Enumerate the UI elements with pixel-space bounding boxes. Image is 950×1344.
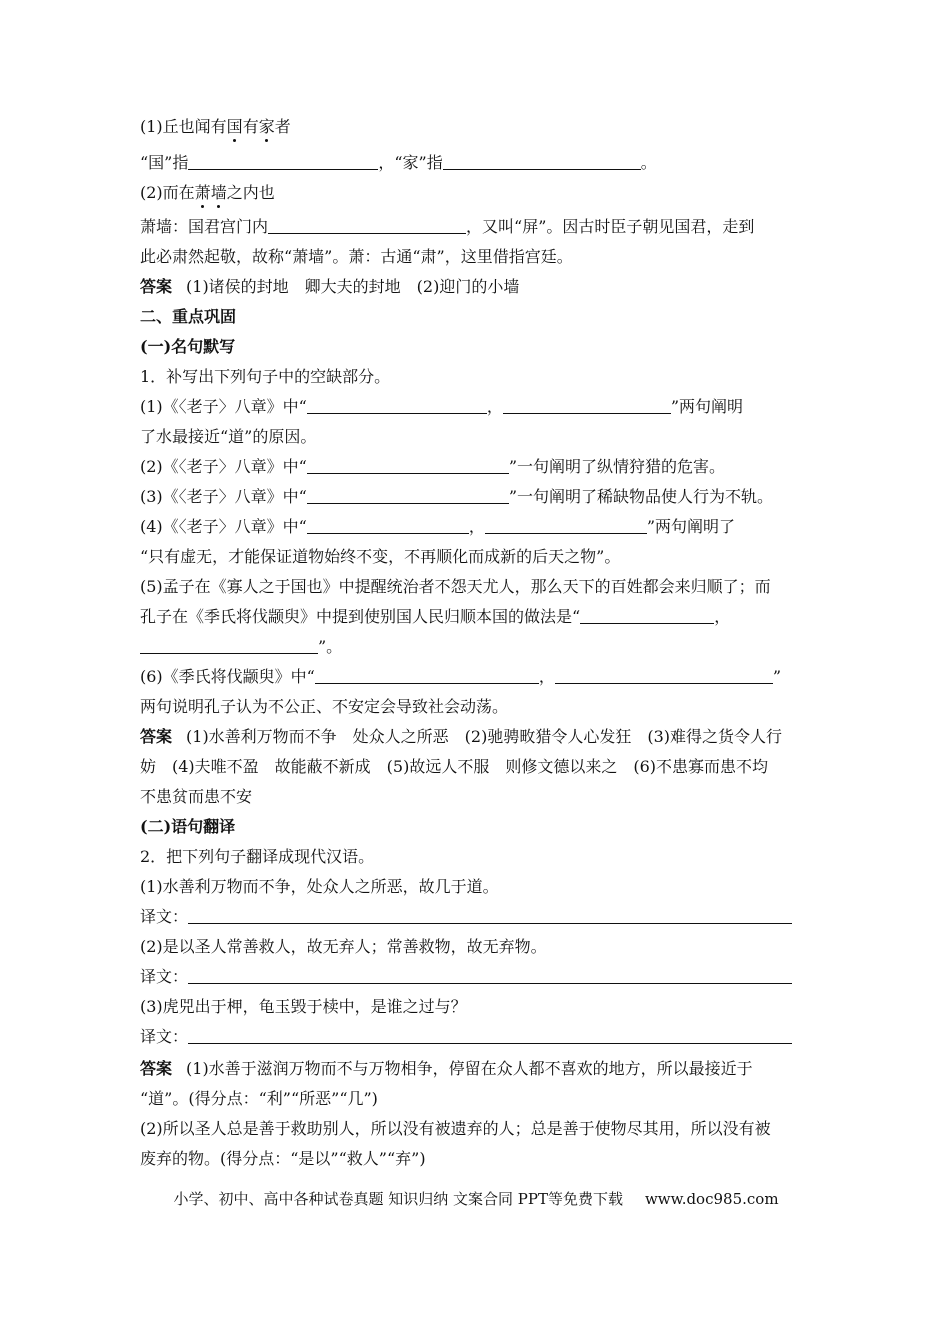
answer-blank[interactable] — [307, 457, 509, 474]
translate-line-1 — [140, 906, 812, 928]
q1-prompt-text: “国”指 — [140, 153, 189, 172]
q2-prompt-text: 萧墙：国君宫门内 — [140, 217, 269, 236]
item-text: ”两句阐明 — [670, 397, 744, 416]
item-text: ”一句阐明了纵情狩猎的危害。 — [508, 457, 726, 476]
translate-line-3 — [140, 1026, 812, 1048]
answer-3-line4: 废弃的物。(得分点：“是以”“救人”“弃”) — [140, 1149, 426, 1168]
task1-item-4 — [140, 516, 812, 538]
emphasis-char: 家 — [258, 117, 275, 136]
item-text: ”。 — [318, 637, 343, 656]
translate-label: 译文： — [140, 907, 189, 926]
q1-prompt-text: ，“家”指 — [378, 153, 443, 172]
translation-input[interactable] — [188, 907, 792, 924]
item-text: (1)《〈老子〉八章》中“ — [140, 397, 307, 416]
item-text: (6)《季氏将伐颛臾》中“ — [140, 667, 315, 686]
translate-label: 译文： — [140, 1027, 189, 1046]
item-text: (3)《〈老子〉八章》中“ — [140, 487, 307, 506]
footer-text: 小学、初中、高中各种试卷真题 知识归纳 文案合同 PPT等免费下载 — [173, 1190, 623, 1208]
q2-text: (2)而在 — [140, 183, 195, 202]
translate-line-2 — [140, 966, 812, 988]
answer-2-line2: 妨 (4)夫唯不盈 故能蔽不新成 (5)故远人不服 则修文德以来之 (6)不患寡而患不均 — [140, 757, 768, 776]
task1-item-5-line3 — [140, 636, 812, 658]
answer-blank[interactable] — [268, 217, 466, 234]
answer-blank[interactable] — [503, 397, 671, 414]
task1-item-1 — [140, 396, 812, 418]
item-text: ”一句阐明了稀缺物品使人行为不轨。 — [508, 487, 774, 506]
answer-label: 答案 — [140, 277, 173, 296]
answer-blank[interactable] — [443, 153, 641, 170]
task1-item-4-line2: “只有虚无，才能保证道物始终不变，不再顺化而成新的后天之物”。 — [140, 547, 621, 566]
task1-item-5-line2 — [140, 606, 812, 628]
answer-2-line3: 不患贫而患不安 — [140, 787, 253, 806]
answer-text: (1)诸侯的封地 卿大夫的封地 (2)迎门的小墙 — [186, 277, 520, 296]
subsection-title: (一)名句默写 — [140, 337, 236, 356]
answer-label: 答案 — [140, 727, 173, 746]
item-text: ” — [772, 667, 782, 686]
answer-2 — [140, 726, 812, 748]
answer-3 — [140, 1058, 812, 1080]
item-text: (2)《〈老子〉八章》中“ — [140, 457, 307, 476]
task1-item-1-line2: 了水最接近“道”的原因。 — [140, 427, 317, 446]
item-text: ， — [468, 517, 485, 536]
q2-prompt-line2: 此必肃然起敬，故称“萧墙”。萧：古通“肃”，这里借指宫廷。 — [140, 247, 573, 266]
answer-text: (1)水善于滋润万物而不与万物相争，停留在众人都不喜欢的地方，所以最接近于 — [186, 1059, 753, 1078]
task-title: 1．补写出下列句子中的空缺部分。 — [140, 367, 391, 386]
q1-text: 者 — [274, 117, 291, 136]
answer-blank[interactable] — [140, 637, 318, 654]
answer-text: (1)水善利万物而不争 处众人之所恶 (2)驰骋畋猎令人心发狂 (3)难得之货令人行 — [186, 727, 783, 746]
item-text: ， — [486, 397, 503, 416]
emphasis-char: 国 — [226, 117, 243, 136]
answer-blank[interactable] — [307, 397, 487, 414]
answer-blank[interactable] — [315, 667, 539, 684]
item-text: 孔子在《季氏将伐颛臾》中提到使别国人民归顺本国的做法是“ — [140, 607, 581, 626]
answer-blank[interactable] — [188, 153, 378, 170]
q2-sentence — [140, 182, 812, 204]
page-footer — [140, 1188, 812, 1210]
q1-prompt-text: 。 — [640, 153, 657, 172]
answer-3-line2: “道”。(得分点：“利”“所恶”“几”) — [140, 1089, 378, 1108]
footer-link[interactable]: www.doc985.com — [644, 1190, 779, 1208]
task1-item-3 — [140, 486, 812, 508]
translate-sentence-1: (1)水善利万物而不争，处众人之所恶，故几于道。 — [140, 877, 499, 896]
item-text: ， — [538, 667, 555, 686]
q1-text: 有 — [242, 117, 259, 136]
translation-input[interactable] — [188, 967, 792, 984]
emphasis-char: 萧 — [194, 183, 211, 202]
answer-3-line3: (2)所以圣人总是善于救助别人，所以没有被遗弃的人；总是善于使物尽其用，所以没有被 — [140, 1119, 771, 1138]
task-title: 2．把下列句子翻译成现代汉语。 — [140, 847, 375, 866]
answer-1 — [140, 276, 812, 298]
task1-item-6 — [140, 666, 812, 688]
emphasis-char: 墙 — [210, 183, 227, 202]
answer-label: 答案 — [140, 1059, 173, 1078]
q1-prompt — [140, 152, 812, 174]
answer-blank[interactable] — [485, 517, 647, 534]
item-text: ， — [714, 607, 731, 626]
translation-input[interactable] — [188, 1027, 792, 1044]
answer-blank[interactable] — [555, 667, 773, 684]
subsection-title: (二)语句翻译 — [140, 817, 236, 836]
answer-blank[interactable] — [307, 487, 509, 504]
translate-sentence-3: (3)虎兕出于柙，龟玉毁于椟中，是谁之过与？ — [140, 997, 467, 1016]
section-title: 二、重点巩固 — [140, 307, 237, 326]
task1-item-6-line2: 两句说明孔子认为不公正、不安定会导致社会动荡。 — [140, 697, 509, 716]
task1-item-5: (5)孟子在《寡人之于国也》中提醒统治者不怨天尤人，那么天下的百姓都会来归顺了；而 — [140, 577, 771, 596]
q2-prompt-text: ，又叫“屏”。因古时臣子朝见国君，走到 — [466, 217, 755, 236]
item-text: ”两句阐明了 — [646, 517, 736, 536]
q1-text: (1)丘也闻有 — [140, 117, 227, 136]
q2-text: 之内也 — [226, 183, 275, 202]
translate-sentence-2: (2)是以圣人常善救人，故无弃人；常善救物，故无弃物。 — [140, 937, 547, 956]
item-text: (4)《〈老子〉八章》中“ — [140, 517, 307, 536]
answer-blank[interactable] — [580, 607, 714, 624]
q2-prompt — [140, 216, 812, 238]
translate-label: 译文： — [140, 967, 189, 986]
answer-blank[interactable] — [307, 517, 469, 534]
q1-sentence — [140, 116, 812, 138]
task1-item-2 — [140, 456, 812, 478]
